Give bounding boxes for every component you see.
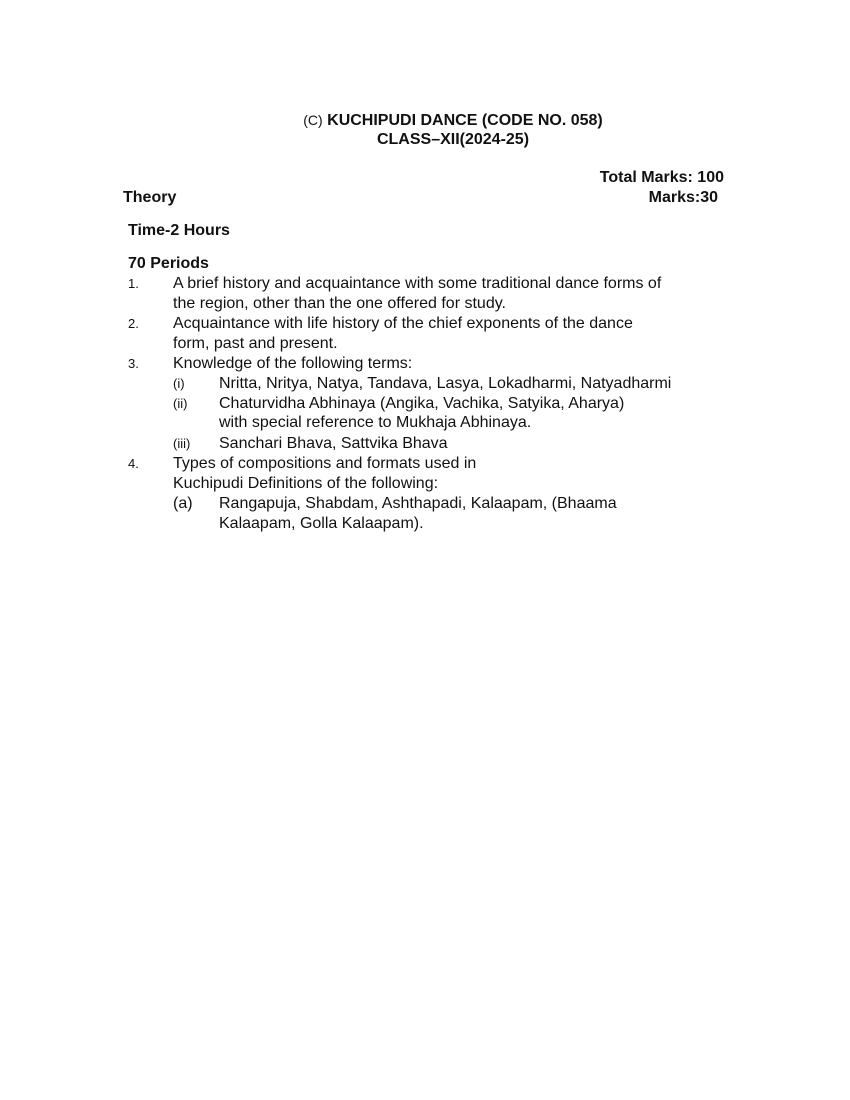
item-text: form, past and present. (173, 335, 338, 352)
subitem-text: Kalaapam, Golla Kalaapam). (219, 515, 424, 532)
title-prefix: (C) (303, 112, 323, 128)
item-text: the region, other than the one offered for study. (173, 295, 506, 312)
item-text: Knowledge of the following terms: (173, 355, 413, 372)
subitem-number: (a) (173, 495, 193, 512)
total-marks: Total Marks: 100 (599, 169, 724, 186)
class-label: CLASS–XII(2024-25) (376, 131, 530, 148)
subitem-text: Sanchari Bhava, Sattvika Bhava (219, 435, 448, 452)
subitem-text: with special reference to Mukhaja Abhinaya. (219, 414, 532, 431)
section-theory: Theory (123, 189, 177, 206)
subitem-text: Chaturvidha Abhinaya (Angika, Vachika, Satyika, Aharya) (219, 395, 625, 412)
item-text: Kuchipudi Definitions of the following: (173, 475, 439, 492)
item-number: 4. (128, 456, 139, 471)
item-number: 1. (128, 276, 139, 291)
item-text: Types of compositions and formats used in (173, 455, 477, 472)
periods: 70 Periods (128, 255, 209, 272)
item-text: Acquaintance with life history of the chief exponents of the dance (173, 315, 633, 332)
document-title (0, 110, 850, 131)
title-text: KUCHIPUDI DANCE (CODE NO. 058) (327, 112, 603, 129)
subitem-text: Nritta, Nritya, Natya, Tandava, Lasya, Lokadharmi, Natyadharmi (219, 375, 672, 392)
item-text: A brief history and acquaintance with some traditional dance forms of (173, 275, 662, 292)
subitem-text: Rangapuja, Shabdam, Ashthapadi, Kalaapam, (Bhaama (219, 495, 617, 512)
theory-marks: Marks:30 (648, 189, 718, 206)
item-number: 2. (128, 316, 139, 331)
time-duration: Time-2 Hours (128, 222, 230, 239)
item-number: 3. (128, 356, 139, 371)
subitem-number: (ii) (173, 396, 188, 411)
subitem-number: (i) (173, 376, 185, 391)
subitem-number: (iii) (173, 436, 191, 451)
